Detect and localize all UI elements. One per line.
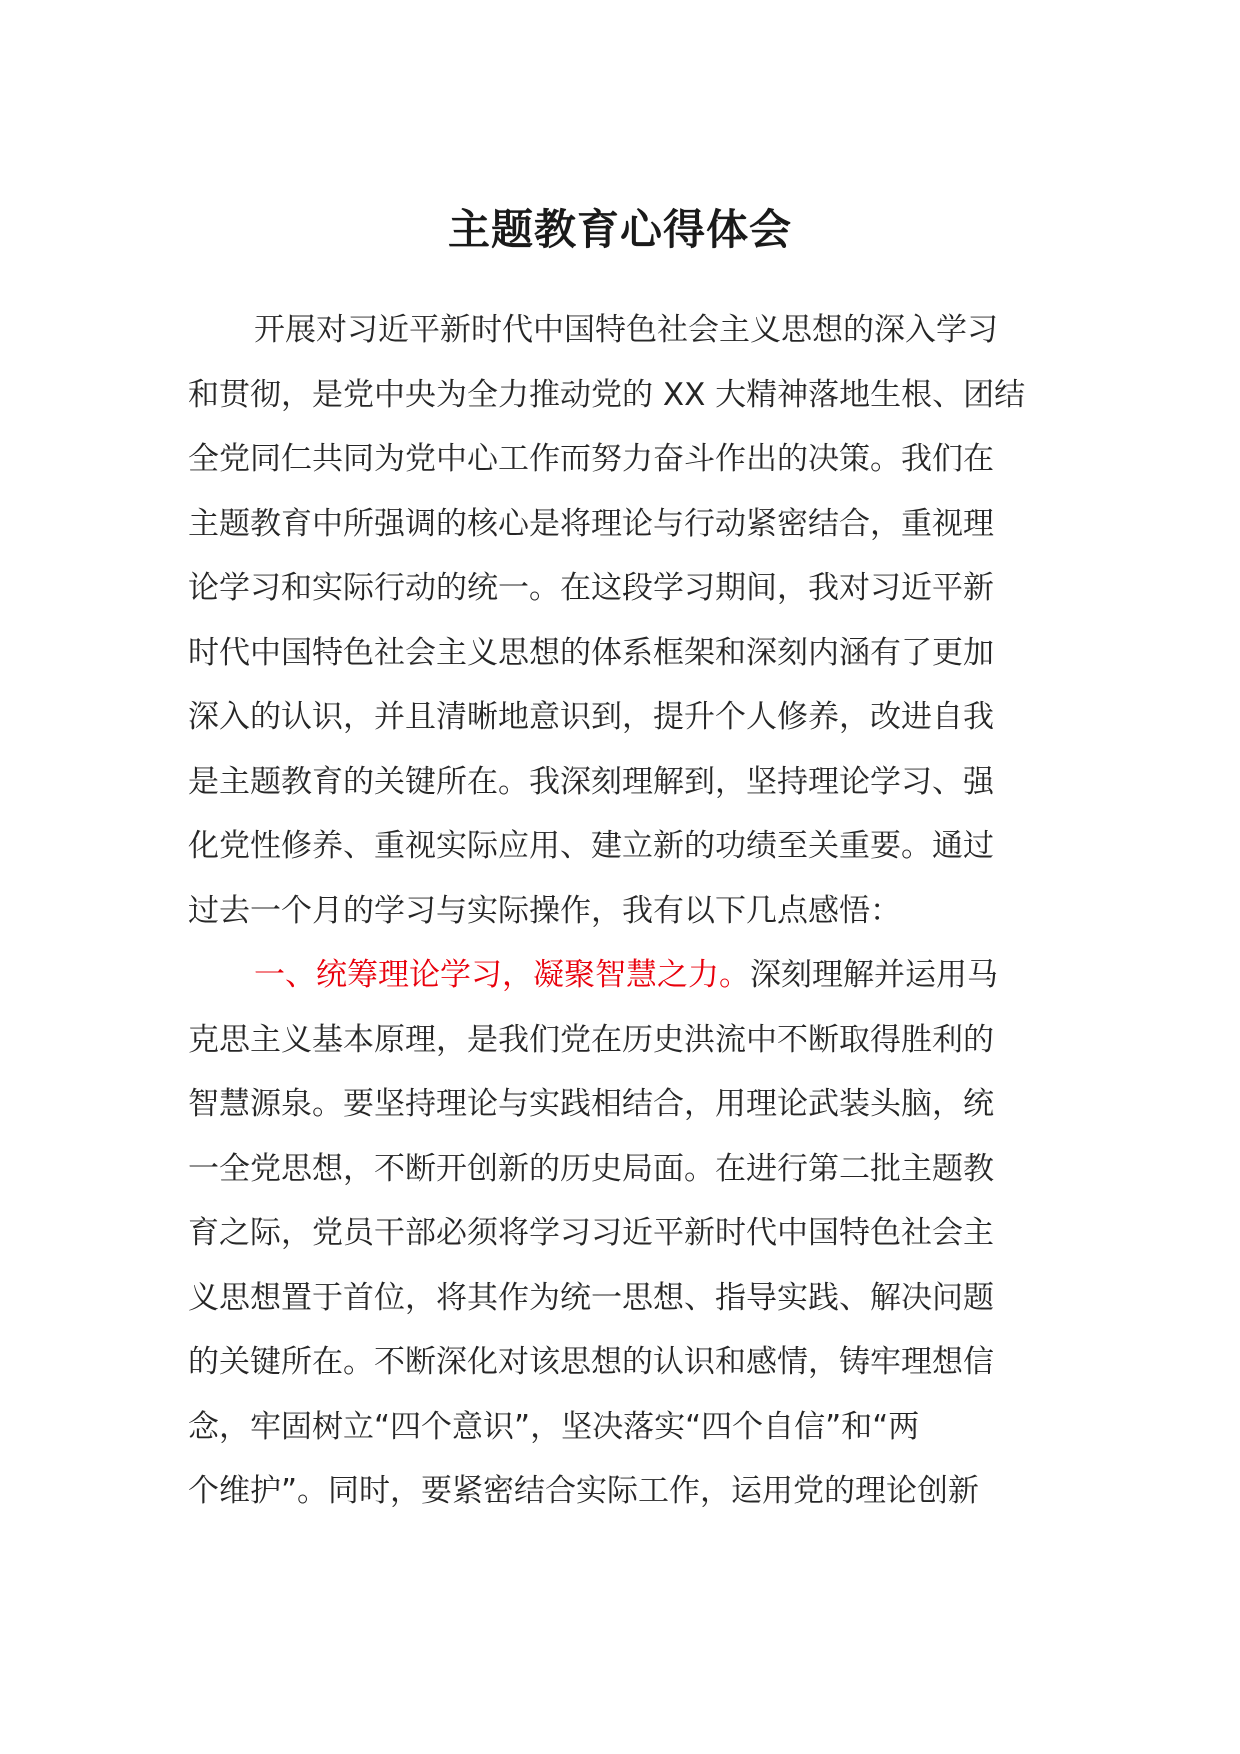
section-line: 个维护”。同时，要紧密结合实际工作，运用党的理论创新 — [188, 1473, 980, 1509]
section-first-line — [188, 943, 1058, 1008]
paragraph-line: 是主题教育的关键所在。我深刻理解到，坚持理论学习、强 — [188, 763, 994, 800]
paragraph-line: 过去一个月的学习与实际操作，我有以下几点感悟： — [188, 892, 901, 929]
paragraph-line: 深入的认识，并且清晰地意识到，提升个人修养，改进自我 — [188, 699, 994, 735]
section-line: 的关键所在。不断深化对该思想的认识和感情，铸牢理想信 — [188, 1344, 994, 1380]
section-text: 深刻理解并运用马 — [750, 957, 998, 993]
document-title: 主题教育心得体会 — [447, 205, 792, 254]
section-heading: 一、统筹理论学习，凝聚智慧之力。 — [254, 957, 750, 993]
section-line: 智慧源泉。要坚持理论与实践相结合，用理论武装头脑，统 — [188, 1086, 994, 1122]
paragraph-line: 开展对习近平新时代中国特色社会主义思想的深入学习 — [254, 312, 998, 348]
section-line: 育之际，党员干部必须将学习习近平新时代中国特色社会主 — [188, 1215, 994, 1251]
paragraph-line: 和贯彻，是党中央为全力推动党的 XX 大精神落地生根、团结 — [188, 376, 1026, 413]
paragraph-line: 论学习和实际行动的统一。在这段学习期间，我对习近平新 — [188, 570, 994, 606]
document-body — [188, 298, 1058, 1524]
section-line: 念，牢固树立“四个意识”，坚决落实“四个自信”和“两 — [188, 1408, 920, 1445]
section-line: 克思主义基本原理，是我们党在历史洪流中不断取得胜利的 — [188, 1021, 994, 1058]
paragraph-line: 化党性修养、重视实际应用、建立新的功绩至关重要。通过 — [188, 828, 994, 864]
section-line: 义思想置于首位，将其作为统一思想、指导实践、解决问题 — [188, 1279, 994, 1316]
section-line: 一全党思想，不断开创新的历史局面。在进行第二批主题教 — [188, 1150, 994, 1187]
paragraph-line: 全党同仁共同为党中心工作而努力奋斗作出的决策。我们在 — [188, 441, 994, 477]
paragraph-line: 主题教育中所强调的核心是将理论与行动紧密结合，重视理 — [188, 505, 994, 542]
paragraph-line: 时代中国特色社会主义思想的体系框架和深刻内涵有了更加 — [188, 634, 994, 671]
